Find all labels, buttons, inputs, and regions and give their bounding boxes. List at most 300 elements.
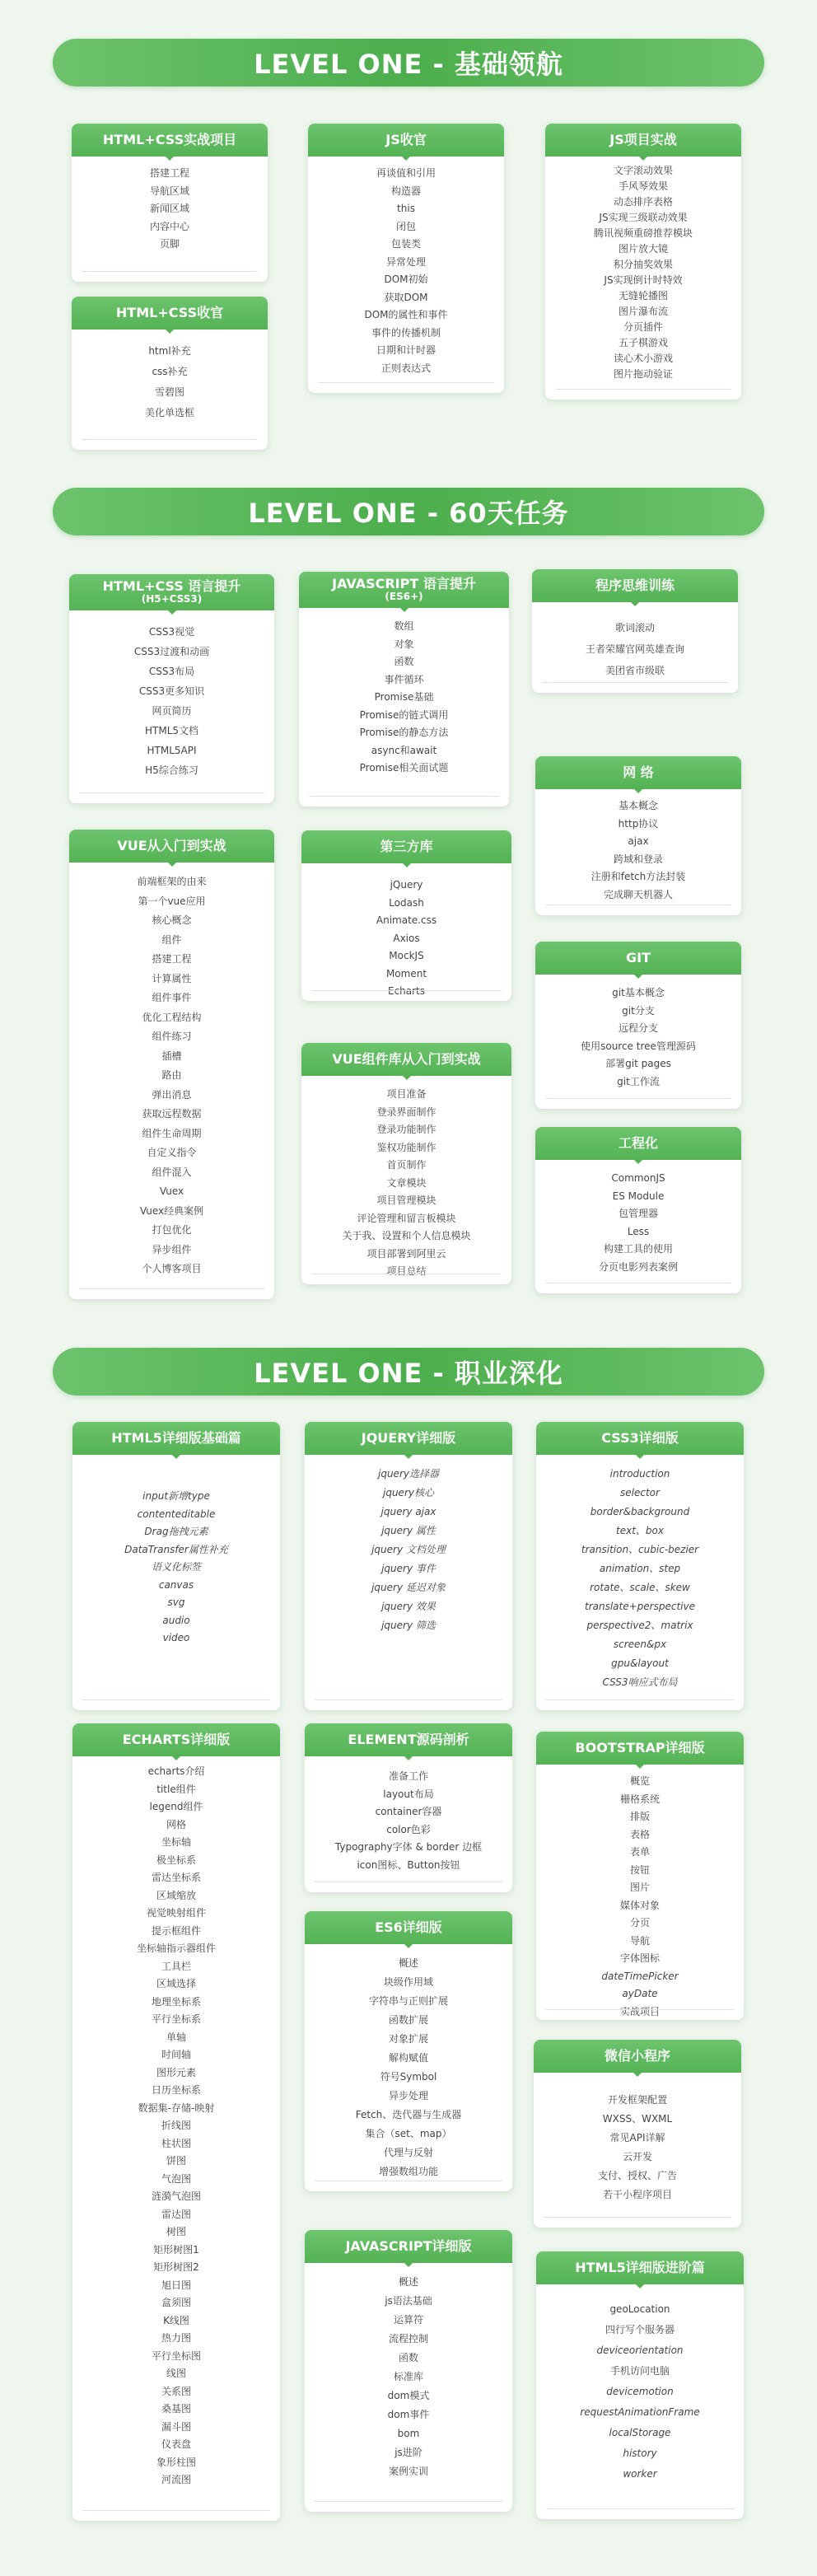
list-item: K线图 <box>163 2314 189 2326</box>
list-item: 组件生命周期 <box>142 1127 202 1139</box>
list-item: title组件 <box>156 1783 196 1795</box>
list-item: js进阶 <box>394 2447 423 2458</box>
list-item: color色彩 <box>386 1823 431 1835</box>
card-header <box>536 2251 744 2284</box>
list-item: 路由 <box>161 1069 182 1081</box>
list-item: 实战项目 <box>619 2005 660 2017</box>
list-item: 单轴 <box>166 2031 186 2043</box>
list-item: screen&px <box>613 1639 667 1650</box>
list-item: Promise的链式调用 <box>359 708 449 721</box>
list-item: 平行坐标系 <box>151 2013 201 2025</box>
list-item: canvas <box>158 1578 194 1591</box>
list-item: 雪碧图 <box>154 386 184 398</box>
card-divider <box>79 1288 264 1289</box>
card-program-thinking <box>532 569 738 693</box>
card-title: 第三方库 <box>380 838 433 854</box>
list-item: 排版 <box>629 1811 650 1822</box>
list-item: 事件循环 <box>384 673 424 685</box>
section-title: LEVEL ONE - 基础领航 <box>254 49 563 80</box>
list-item: 动态排序表格 <box>613 196 673 208</box>
list-item: JS实现倒计时特效 <box>604 274 683 286</box>
card-divider <box>555 389 731 390</box>
list-item: rotate、scale、skew <box>590 1582 690 1593</box>
list-item: 漏斗图 <box>161 2420 191 2433</box>
list-item: 函数 <box>394 656 414 667</box>
card-divider <box>82 439 258 440</box>
list-item: 日期和计时器 <box>376 344 436 356</box>
section-title: LEVEL ONE - 60天任务 <box>248 498 569 529</box>
section-banner-career <box>53 1348 764 1396</box>
list-item: Moment <box>385 967 427 979</box>
list-item: 美化单选框 <box>144 407 194 418</box>
list-item: 常见API详解 <box>609 2132 665 2144</box>
list-item: ayDate <box>622 1988 658 1999</box>
card-item-list <box>305 1455 512 1635</box>
list-item: 项目准备 <box>386 1088 427 1100</box>
list-item: icon图标、Button按钮 <box>357 1858 460 1871</box>
list-item: 组件 <box>161 933 182 946</box>
list-item: 使用source tree管理源码 <box>581 1040 696 1052</box>
list-item: 部署git pages <box>605 1058 671 1069</box>
list-item: git工作流 <box>617 1075 660 1087</box>
list-item: 优化工程结构 <box>142 1011 202 1023</box>
card-divider <box>311 990 502 991</box>
list-item: 时间轴 <box>161 2049 191 2060</box>
card-title: BOOTSTRAP详细版 <box>575 1739 705 1756</box>
list-item: 再谈值和引用 <box>376 167 436 179</box>
list-item: deviceorientation <box>596 2345 684 2356</box>
card-title: HTML5详细版基础篇 <box>111 1429 241 1446</box>
list-item: git分支 <box>622 1004 655 1017</box>
list-item: jquery ajax <box>380 1506 437 1517</box>
list-item: Promise相关面试题 <box>359 762 449 774</box>
card-item-list <box>545 157 741 382</box>
card-divider <box>542 682 728 683</box>
list-item: 函数扩展 <box>388 2014 428 2026</box>
list-item: 分页插件 <box>623 321 663 333</box>
card-js-finale <box>308 124 504 393</box>
card-html5-basic <box>72 1422 280 1710</box>
list-item: 四行写个服务器 <box>605 2324 675 2335</box>
list-item: 美团省市级联 <box>605 665 665 676</box>
list-item: 气泡图 <box>161 2172 191 2185</box>
list-item: 关于我、设置和个人信息模块 <box>342 1230 471 1241</box>
card-item-list <box>69 863 274 1279</box>
list-item: 标准库 <box>393 2371 423 2382</box>
list-item: 手机访问电脑 <box>609 2365 670 2377</box>
card-header <box>69 574 274 610</box>
card-subtitle: (ES6+) <box>385 591 423 603</box>
card-vue-component-lib <box>301 1043 511 1284</box>
list-item: 数组 <box>394 620 414 632</box>
list-item: 概述 <box>398 1957 418 1969</box>
list-item: 页脚 <box>159 238 180 250</box>
list-item: H5综合练习 <box>145 764 198 776</box>
card-html-css-project <box>72 124 268 282</box>
card-header <box>305 1422 512 1455</box>
card-html-css-finale <box>72 297 268 450</box>
list-item: 网页简历 <box>152 705 192 717</box>
card-divider <box>82 1699 270 1700</box>
list-item: 项目管理模块 <box>376 1194 437 1206</box>
list-item: 导航 <box>629 1934 650 1947</box>
card-header <box>305 1911 512 1944</box>
list-item: 远程分支 <box>618 1022 658 1034</box>
list-item: CSS3过渡和动画 <box>133 646 210 657</box>
list-item: 视觉映射组件 <box>146 1907 206 1919</box>
list-item: dateTimePicker <box>601 1970 679 1982</box>
card-item-list <box>72 157 268 254</box>
list-item: 字体图标 <box>619 1952 660 1964</box>
list-item: 包管理器 <box>618 1208 658 1219</box>
list-item: 图片瀑布流 <box>618 306 668 317</box>
list-item: this <box>397 203 415 214</box>
list-item: dom事件 <box>387 2409 430 2420</box>
card-javascript-detail <box>305 2230 512 2512</box>
list-item: 运算符 <box>393 2314 423 2326</box>
list-item: 旭日图 <box>161 2279 191 2291</box>
list-item: 项目部署到阿里云 <box>366 1247 446 1260</box>
list-item: 分页电影列表案例 <box>598 1260 678 1273</box>
card-title: HTML5详细版进阶篇 <box>575 2259 705 2275</box>
list-item: Drag拖拽元素 <box>144 1526 208 1537</box>
list-item: input新增type <box>142 1490 210 1502</box>
card-header <box>301 1043 511 1076</box>
card-item-list <box>72 330 268 423</box>
card-divider <box>546 1699 734 1700</box>
card-divider <box>82 2510 270 2511</box>
list-item: Fetch、迭代器与生成器 <box>355 2109 462 2120</box>
card-item-list <box>305 2263 512 2481</box>
card-header <box>536 1732 744 1765</box>
card-title: HTML+CSS实战项目 <box>102 131 237 147</box>
card-js-project <box>545 124 741 400</box>
list-item: 日历坐标系 <box>151 2084 201 2096</box>
card-header <box>535 942 741 975</box>
card-header <box>69 830 274 863</box>
list-item: 流程控制 <box>388 2333 428 2345</box>
list-item: WXSS、WXML <box>602 2113 673 2125</box>
list-item: jquery 筛选 <box>381 1620 436 1631</box>
card-network <box>535 756 741 915</box>
card-title: ES6详细版 <box>375 1919 442 1935</box>
list-item: jquery 事件 <box>381 1563 436 1574</box>
list-item: 注册和fetch方法封装 <box>591 871 686 882</box>
card-header <box>532 569 738 602</box>
list-item: 核心概念 <box>152 914 192 926</box>
card-javascript-advance <box>299 572 509 806</box>
list-item: animation、step <box>599 1563 681 1574</box>
card-header <box>72 297 268 330</box>
list-item: 组件混入 <box>152 1166 192 1178</box>
card-item-list <box>301 1076 511 1281</box>
list-item: svg <box>167 1597 185 1608</box>
list-item: 云开发 <box>622 2151 652 2162</box>
list-item: 异步处理 <box>388 2090 428 2101</box>
list-item: 图形元素 <box>156 2066 196 2078</box>
list-item: 语义化标签 <box>151 1561 201 1573</box>
list-item: jquery 效果 <box>381 1601 436 1612</box>
list-item: 组件事件 <box>152 992 192 1003</box>
list-item: 字符串与正则扩展 <box>368 1995 448 2007</box>
list-item: video <box>162 1632 190 1643</box>
list-item: 无缝轮播图 <box>618 290 668 302</box>
list-item: Axios <box>393 932 420 944</box>
list-item: 网格 <box>166 1818 186 1830</box>
list-item: container容器 <box>375 1806 442 1817</box>
list-item: DOM初始 <box>384 273 428 285</box>
list-item: 雷达图 <box>161 2208 191 2220</box>
card-item-list <box>72 1455 280 1648</box>
card-divider <box>79 792 264 793</box>
card-title: 程序思维训练 <box>595 577 675 593</box>
list-item: 腾讯视频重磅推荐模块 <box>593 227 693 239</box>
card-item-list <box>534 2073 741 2204</box>
card-title: HTML+CSS 语言提升 <box>102 577 241 594</box>
list-item: 王者荣耀官网英雄查询 <box>585 643 684 655</box>
card-header <box>72 124 268 157</box>
list-item: 搭建工程 <box>152 953 192 965</box>
list-item: 涟漪气泡图 <box>151 2190 201 2202</box>
list-item: 集合（set、map） <box>365 2128 452 2139</box>
list-item: 计算属性 <box>152 972 192 984</box>
list-item: 图片拖动验证 <box>613 368 673 380</box>
list-item: ES Module <box>612 1190 665 1202</box>
list-item: 登录界面制作 <box>376 1106 437 1118</box>
list-item: 矩形树图2 <box>153 2261 199 2273</box>
list-item: history <box>623 2447 657 2459</box>
list-item: 插槽 <box>161 1050 182 1062</box>
card-item-list <box>536 2284 744 2485</box>
list-item: 读心术小游戏 <box>613 353 673 364</box>
card-header <box>308 124 504 157</box>
list-item: 搭建工程 <box>149 167 189 179</box>
card-title: VUE组件库从入门到实战 <box>332 1050 481 1067</box>
list-item: 栅格系统 <box>619 1793 660 1805</box>
list-item: 代理与反射 <box>383 2147 433 2158</box>
list-item: 首页制作 <box>386 1159 427 1171</box>
list-item: 评论管理和留言板模块 <box>357 1212 456 1224</box>
list-item: devicemotion <box>606 2386 674 2397</box>
list-item: geoLocation <box>609 2303 670 2315</box>
card-item-list <box>536 1455 744 1692</box>
card-item-list <box>535 789 741 904</box>
list-item: dom模式 <box>387 2390 430 2401</box>
card-wechat-miniprogram <box>534 2040 741 2228</box>
list-item: Typography字体 & border 边框 <box>334 1841 483 1853</box>
card-title: GIT <box>626 949 651 965</box>
list-item: MockJS <box>389 950 424 961</box>
list-item: translate+perspective <box>585 1601 695 1612</box>
list-item: bom <box>397 2428 420 2439</box>
list-item: text、box <box>616 1525 664 1536</box>
card-header <box>305 2230 512 2263</box>
list-item: html补充 <box>148 345 191 357</box>
list-item: 符号Symbol <box>380 2071 437 2083</box>
list-item: Lodash <box>389 896 424 909</box>
list-item: jquery 延迟对象 <box>371 1582 446 1593</box>
card-title: JS收官 <box>385 131 427 147</box>
list-item: requestAnimationFrame <box>580 2406 700 2418</box>
list-item: 构建工具的使用 <box>603 1243 673 1255</box>
card-item-list <box>535 975 741 1091</box>
list-item: 事件的传播机制 <box>371 326 441 339</box>
list-item: 获取远程数据 <box>142 1108 202 1120</box>
list-item: ajax <box>628 835 649 847</box>
card-es6 <box>305 1911 512 2191</box>
list-item: 异步组件 <box>152 1243 192 1255</box>
list-item: 提示框组件 <box>151 1924 201 1937</box>
list-item: async和await <box>371 744 437 756</box>
list-item: 导航区域 <box>149 185 189 197</box>
card-third-party-libs <box>301 830 511 1001</box>
list-item: 内容中心 <box>149 220 189 232</box>
list-item: 坐标轴 <box>161 1836 191 1848</box>
card-header <box>299 572 509 608</box>
list-item: 文章模块 <box>386 1176 427 1189</box>
card-item-list <box>301 863 511 1001</box>
list-item: 歌词滚动 <box>614 622 655 633</box>
card-header <box>535 1127 741 1160</box>
card-divider <box>544 2217 731 2218</box>
card-header <box>301 830 511 863</box>
list-item: 自定义指令 <box>147 1147 197 1158</box>
list-item: jquery 文档处理 <box>371 1544 446 1555</box>
card-html5-advanced <box>536 2251 744 2519</box>
list-item: 折线图 <box>161 2120 191 2131</box>
list-item: 饼图 <box>166 2155 186 2167</box>
card-item-list <box>72 1756 280 2490</box>
list-item: 图片 <box>629 1882 650 1893</box>
list-item: HTML5API <box>147 745 197 756</box>
card-header <box>305 1723 512 1756</box>
list-item: jquery 属性 <box>381 1525 436 1536</box>
list-item: 盒须图 <box>161 2297 191 2308</box>
list-item: Vuex <box>159 1185 184 1197</box>
list-item: Animate.css <box>376 914 437 926</box>
list-item: layout布局 <box>383 1788 434 1800</box>
list-item: 基本概念 <box>618 800 658 811</box>
list-item: DOM的属性和事件 <box>364 309 448 320</box>
card-item-list <box>308 157 504 377</box>
list-item: localStorage <box>609 2427 671 2438</box>
list-item: 河流图 <box>161 2474 191 2485</box>
card-header <box>72 1723 280 1756</box>
list-item: 文字滚动效果 <box>613 165 673 176</box>
card-item-list <box>69 610 274 780</box>
list-item: 手风琴效果 <box>618 180 668 192</box>
list-item: 关系图 <box>161 2385 191 2397</box>
list-item: 热力图 <box>161 2332 191 2344</box>
list-item: 雷达坐标系 <box>151 1872 201 1883</box>
list-item: 分页 <box>629 1917 650 1928</box>
list-item: JS实现三级联动效果 <box>599 212 688 223</box>
list-item: 开发框架配置 <box>607 2094 667 2106</box>
list-item: perspective2、matrix <box>586 1620 693 1631</box>
section-banner-60days <box>53 488 764 535</box>
list-item: audio <box>162 1614 190 1626</box>
card-html-css-advance <box>69 574 274 803</box>
card-title: JAVASCRIPT 语言提升 <box>332 575 476 591</box>
list-item: 解构赋值 <box>388 2052 428 2064</box>
list-item: 正则表达式 <box>380 362 431 374</box>
list-item: echarts介绍 <box>147 1765 205 1777</box>
card-header <box>534 2040 741 2073</box>
card-divider <box>318 382 494 383</box>
list-item: 坐标轴指示器组件 <box>136 1943 216 1954</box>
list-item: Vuex经典案例 <box>139 1204 204 1217</box>
card-divider <box>546 2009 734 2010</box>
list-item: 地理坐标系 <box>151 1995 201 2008</box>
list-item: 表单 <box>629 1846 650 1858</box>
card-item-list <box>305 1944 512 2181</box>
list-item: 项目总结 <box>386 1265 427 1277</box>
list-item: 第一个vue应用 <box>138 895 206 907</box>
card-title: JAVASCRIPT详细版 <box>345 2237 472 2254</box>
list-item: 仪表盘 <box>161 2438 191 2450</box>
list-item: introduction <box>609 1468 670 1480</box>
list-item: 媒体对象 <box>619 1899 660 1911</box>
card-title: HTML+CSS收官 <box>115 304 224 320</box>
list-item: gpu&layout <box>611 1657 669 1669</box>
card-item-list <box>532 602 738 681</box>
list-item: border&background <box>590 1506 690 1517</box>
list-item: 区域缩放 <box>156 1889 196 1901</box>
list-item: 构造器 <box>390 185 421 197</box>
list-item: 概述 <box>398 2276 418 2288</box>
card-title: VUE从入门到实战 <box>117 837 226 853</box>
card-title: ECHARTS详细版 <box>122 1731 231 1747</box>
list-item: 若干小程序项目 <box>602 2189 672 2200</box>
list-item: 案例实训 <box>388 2466 428 2477</box>
card-divider <box>545 1098 731 1099</box>
card-title: ELEMENT源码剖析 <box>348 1731 469 1747</box>
card-bootstrap <box>536 1732 744 2020</box>
card-title: 工程化 <box>618 1134 658 1151</box>
list-item: CSS3更多知识 <box>138 685 205 697</box>
card-git <box>535 942 741 1109</box>
card-title: JS项目实战 <box>609 131 677 147</box>
list-item: Promise的静态方法 <box>359 727 449 738</box>
list-item: 极坐标系 <box>156 1854 196 1866</box>
list-item: contenteditable <box>137 1508 216 1520</box>
list-item: 对象 <box>394 638 414 650</box>
list-item: 增强数组功能 <box>378 2166 438 2177</box>
card-item-list <box>305 1756 512 1874</box>
list-item: 打包优化 <box>152 1224 192 1236</box>
card-engineering <box>535 1127 741 1293</box>
list-item: 块级作用域 <box>383 1976 433 1988</box>
card-divider <box>315 1699 502 1700</box>
list-item: 柱状图 <box>161 2137 191 2149</box>
card-header <box>535 756 741 789</box>
card-divider <box>309 796 499 797</box>
list-item: 个人博客项目 <box>142 1263 202 1274</box>
list-item: transition、cubic-bezier <box>581 1544 699 1555</box>
list-item: DataTransfer属性补充 <box>124 1543 228 1555</box>
list-item: Promise基础 <box>374 691 434 703</box>
list-item: 积分抽奖效果 <box>613 259 673 270</box>
list-item: 表格 <box>629 1828 650 1840</box>
list-item: http协议 <box>618 817 659 830</box>
list-item: 按钮 <box>629 1863 650 1876</box>
card-divider <box>546 2508 734 2509</box>
list-item: HTML5文档 <box>144 725 199 736</box>
list-item: jquery核心 <box>383 1487 434 1498</box>
card-header <box>536 1422 744 1455</box>
card-divider <box>82 271 258 272</box>
list-item: 数据集-存储-映射 <box>138 2101 215 2114</box>
